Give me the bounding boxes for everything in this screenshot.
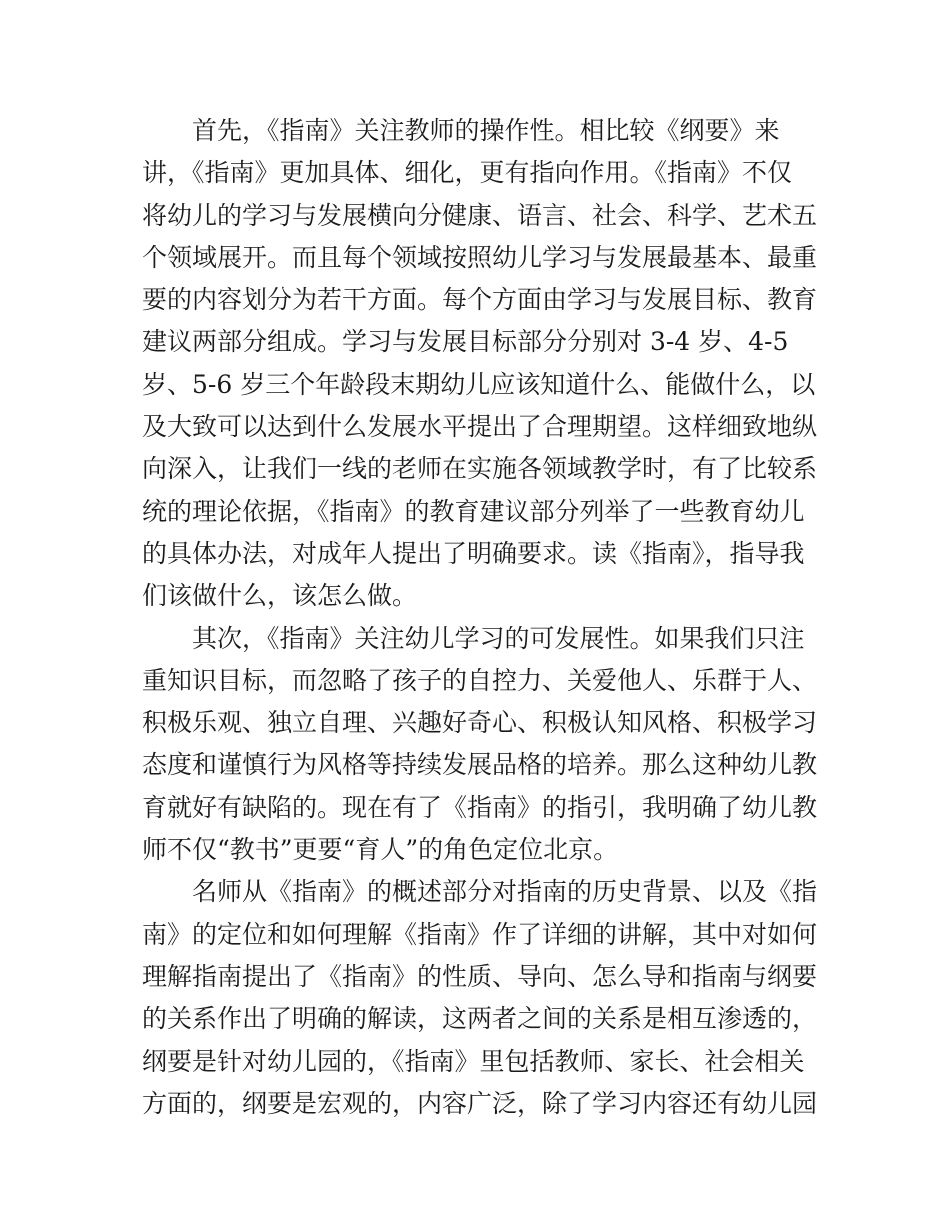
text-line: 们该做什么，该怎么做。 bbox=[142, 581, 418, 611]
text-line: 的具体办法，对成年人提出了明确要求。读《指南》，指导我 bbox=[142, 538, 805, 568]
text-line: 态度和谨慎行为风格等持续发展品格的培养。那么这种幼儿教 bbox=[142, 750, 818, 780]
text-line: 统的理论依据，《指南》的教育建议部分列举了一些教育幼儿 bbox=[142, 496, 805, 526]
text-line: 向深入，让我们一线的老师在实施各领域教学时，有了比较系 bbox=[142, 454, 818, 484]
text-line: 积极乐观、独立自理、兴趣好奇心、积极认知风格、积极学习 bbox=[142, 708, 818, 738]
text-line: 育就好有缺陷的。现在有了《指南》的指引，我明确了幼儿教 bbox=[142, 792, 818, 822]
paragraph-1 bbox=[142, 110, 822, 618]
text-line: 个领域展开。而且每个领域按照幼儿学习与发展最基本、最重 bbox=[142, 242, 818, 272]
text-line: 岁、5-6 岁三个年龄段末期幼儿应该知道什么、能做什么，以 bbox=[142, 369, 816, 399]
text-line: 讲，《指南》更加具体、细化，更有指向作用。《指南》不仅 bbox=[142, 158, 793, 188]
text-line: 建议两部分组成。学习与发展目标部分分别对 3-4 岁、4-5 bbox=[142, 327, 789, 357]
text-line: 重知识目标，而忽略了孩子的自控力、关爱他人、乐群于人、 bbox=[142, 665, 818, 695]
text-line: 南》的定位和如何理解《指南》作了详细的讲解，其中对如何 bbox=[142, 919, 818, 949]
text-line: 方面的，纲要是宏观的，内容广泛，除了学习内容还有幼儿园 bbox=[142, 1088, 818, 1118]
text-line: 首先，《指南》关注教师的操作性。相比较《纲要》来 bbox=[192, 116, 780, 145]
text-line: 的关系作出了明确的解读，这两者之间的关系是相互渗透的， bbox=[142, 1004, 818, 1034]
text-line: 名师从《指南》的概述部分对指南的历史背景、以及《指 bbox=[192, 877, 818, 907]
text-line: 理解指南提出了《指南》的性质、导向、怎么导和指南与纲要 bbox=[142, 961, 818, 991]
document-body bbox=[142, 110, 822, 1125]
text-line: 要的内容划分为若干方面。每个方面由学习与发展目标、教育 bbox=[142, 285, 818, 315]
text-line: 及大致可以达到什么发展水平提出了合理期望。这样细致地纵 bbox=[142, 412, 818, 442]
paragraph-2 bbox=[142, 618, 822, 872]
text-line: 其次，《指南》关注幼儿学习的可发展性。如果我们只注 bbox=[192, 623, 805, 653]
text-line: 师不仅“教书”更要“育人”的角色定位北京。 bbox=[142, 835, 619, 865]
text-line: 纲要是针对幼儿园的，《指南》里包括教师、家长、社会相关 bbox=[142, 1046, 805, 1076]
paragraph-3 bbox=[142, 871, 822, 1125]
text-line: 将幼儿的学习与发展横向分健康、语言、社会、科学、艺术五 bbox=[142, 200, 818, 230]
